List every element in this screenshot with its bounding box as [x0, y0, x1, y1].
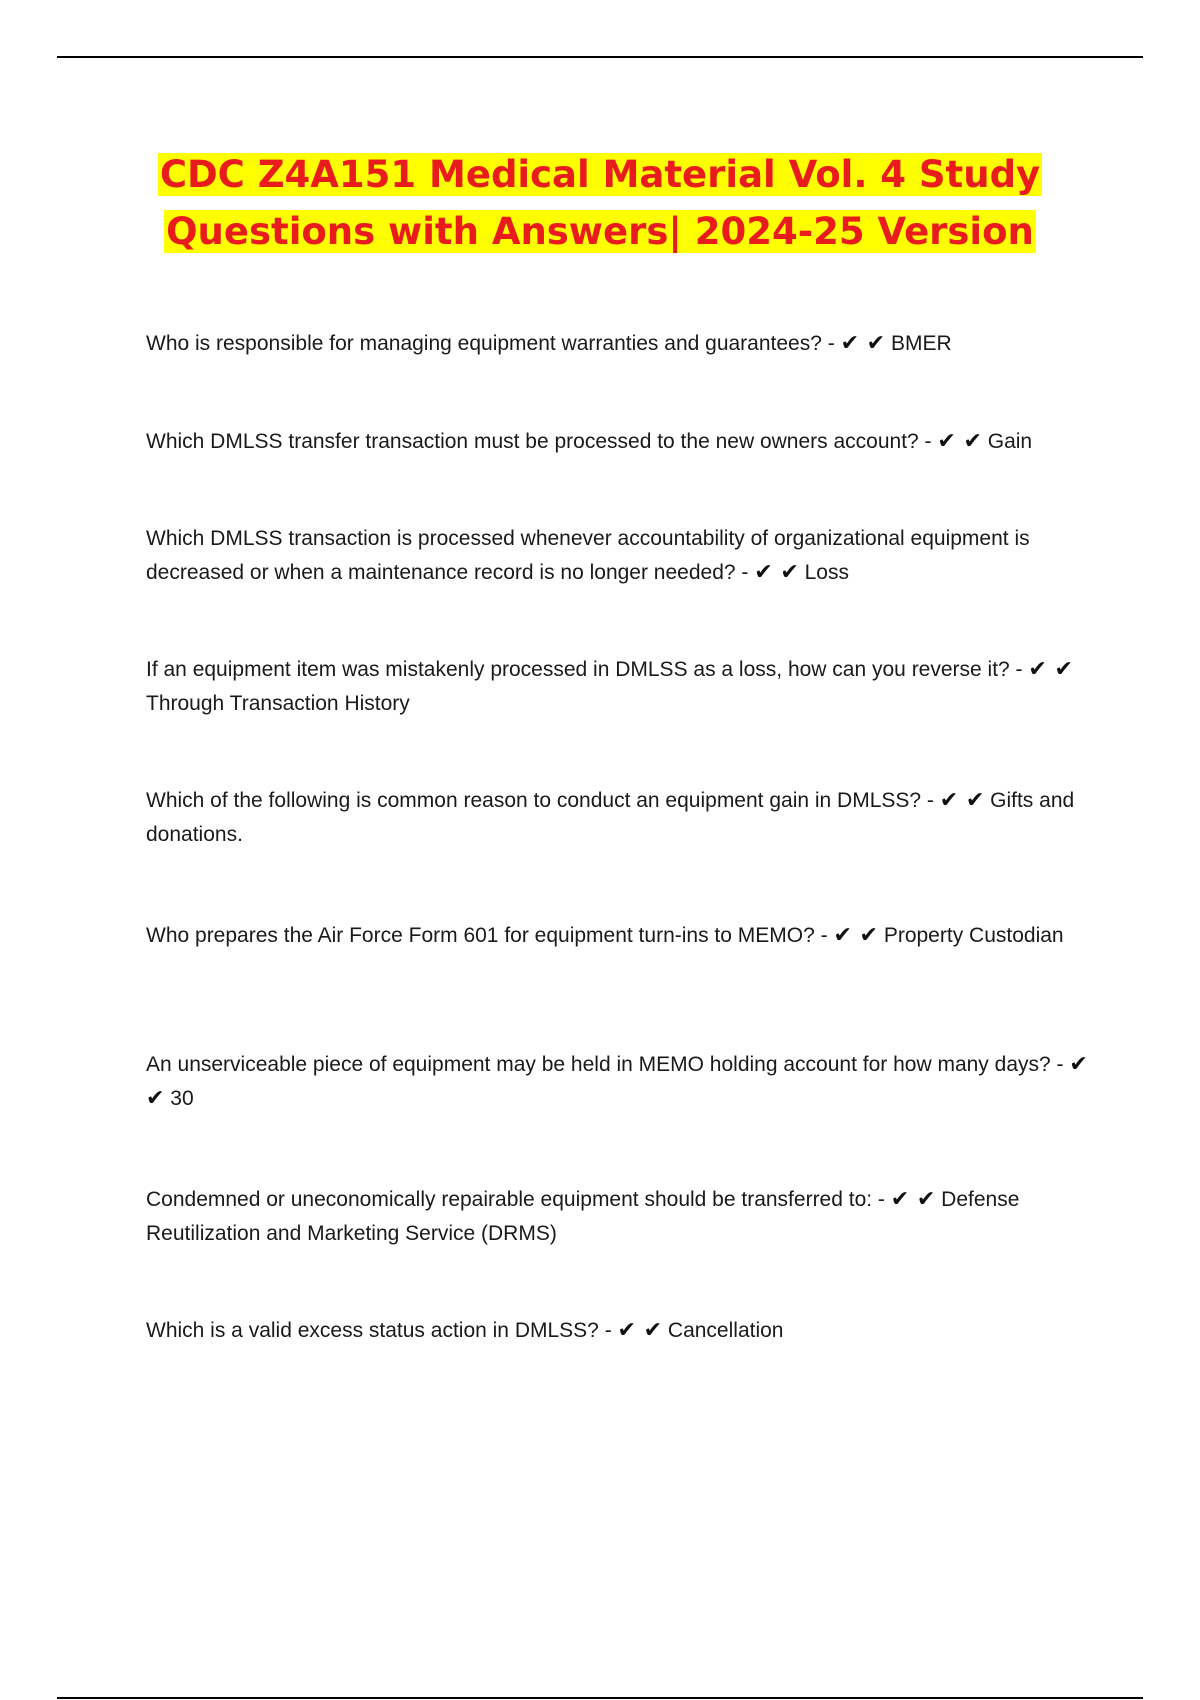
- question-text: Who is responsible for managing equipment warranties and guarantees? -: [146, 332, 835, 355]
- answer-text: Property Custodian: [883, 924, 1064, 947]
- answer-text: Defense Reutilization and Marketing Service (DRMS): [146, 1188, 1020, 1245]
- double-check-icon: ✔ ✔: [146, 1052, 1088, 1111]
- qa-item: [146, 1183, 1096, 1251]
- answer-text: BMER: [890, 332, 952, 355]
- answer-text: Cancellation: [667, 1319, 784, 1342]
- double-check-icon: ✔ ✔: [937, 429, 982, 454]
- title-line-2: Questions with Answers| 2024-25 Version: [166, 210, 1034, 253]
- document-title: [158, 146, 1042, 260]
- title-line-1: CDC Z4A151 Medical Material Vol. 4 Study: [159, 153, 1041, 196]
- answer-text: 30: [170, 1087, 194, 1110]
- qa-item: [146, 425, 1096, 459]
- double-check-icon: ✔ ✔: [840, 331, 886, 356]
- answer-text: Through Transaction History: [146, 692, 410, 715]
- qa-item: [146, 784, 1096, 852]
- question-text: Who prepares the Air Force Form 601 for equipment turn-ins to MEMO? -: [146, 924, 828, 947]
- question-text: Which of the following is common reason to conduct an equipment gain in DMLSS? -: [146, 789, 934, 812]
- question-text: If an equipment item was mistakenly processed in DMLSS as a loss, how can you reverse it? -: [146, 658, 1023, 681]
- qa-item: [146, 919, 1096, 953]
- qa-item: [146, 1048, 1096, 1116]
- qa-item: [146, 327, 1096, 361]
- qa-item: [146, 653, 1096, 721]
- double-check-icon: ✔ ✔: [754, 560, 799, 585]
- top-rule: [57, 56, 1143, 58]
- qa-item: [146, 1314, 1096, 1348]
- bottom-rule: [57, 1697, 1143, 1699]
- qa-item: [146, 522, 1096, 590]
- document-title-block: [0, 146, 1200, 260]
- answer-text: Gifts and donations.: [146, 789, 1075, 846]
- answer-text: Gain: [987, 430, 1033, 453]
- question-text: Condemned or uneconomically repairable equipment should be transferred to: -: [146, 1188, 885, 1211]
- question-text: Which is a valid excess status action in DMLSS? -: [146, 1319, 612, 1342]
- answer-text: Loss: [804, 561, 849, 584]
- double-check-icon: ✔ ✔: [939, 788, 985, 813]
- double-check-icon: ✔ ✔: [890, 1187, 936, 1212]
- question-text: An unserviceable piece of equipment may be held in MEMO holding account for how many days? -: [146, 1053, 1064, 1076]
- double-check-icon: ✔ ✔: [1028, 657, 1073, 682]
- question-text: Which DMLSS transfer transaction must be processed to the new owners account? -: [146, 430, 932, 453]
- double-check-icon: ✔ ✔: [833, 923, 878, 948]
- question-text: Which DMLSS transaction is processed whenever accountability of organizational equipment is decreased or when a maintenance record is no longer needed? -: [146, 527, 1030, 584]
- double-check-icon: ✔ ✔: [617, 1318, 663, 1343]
